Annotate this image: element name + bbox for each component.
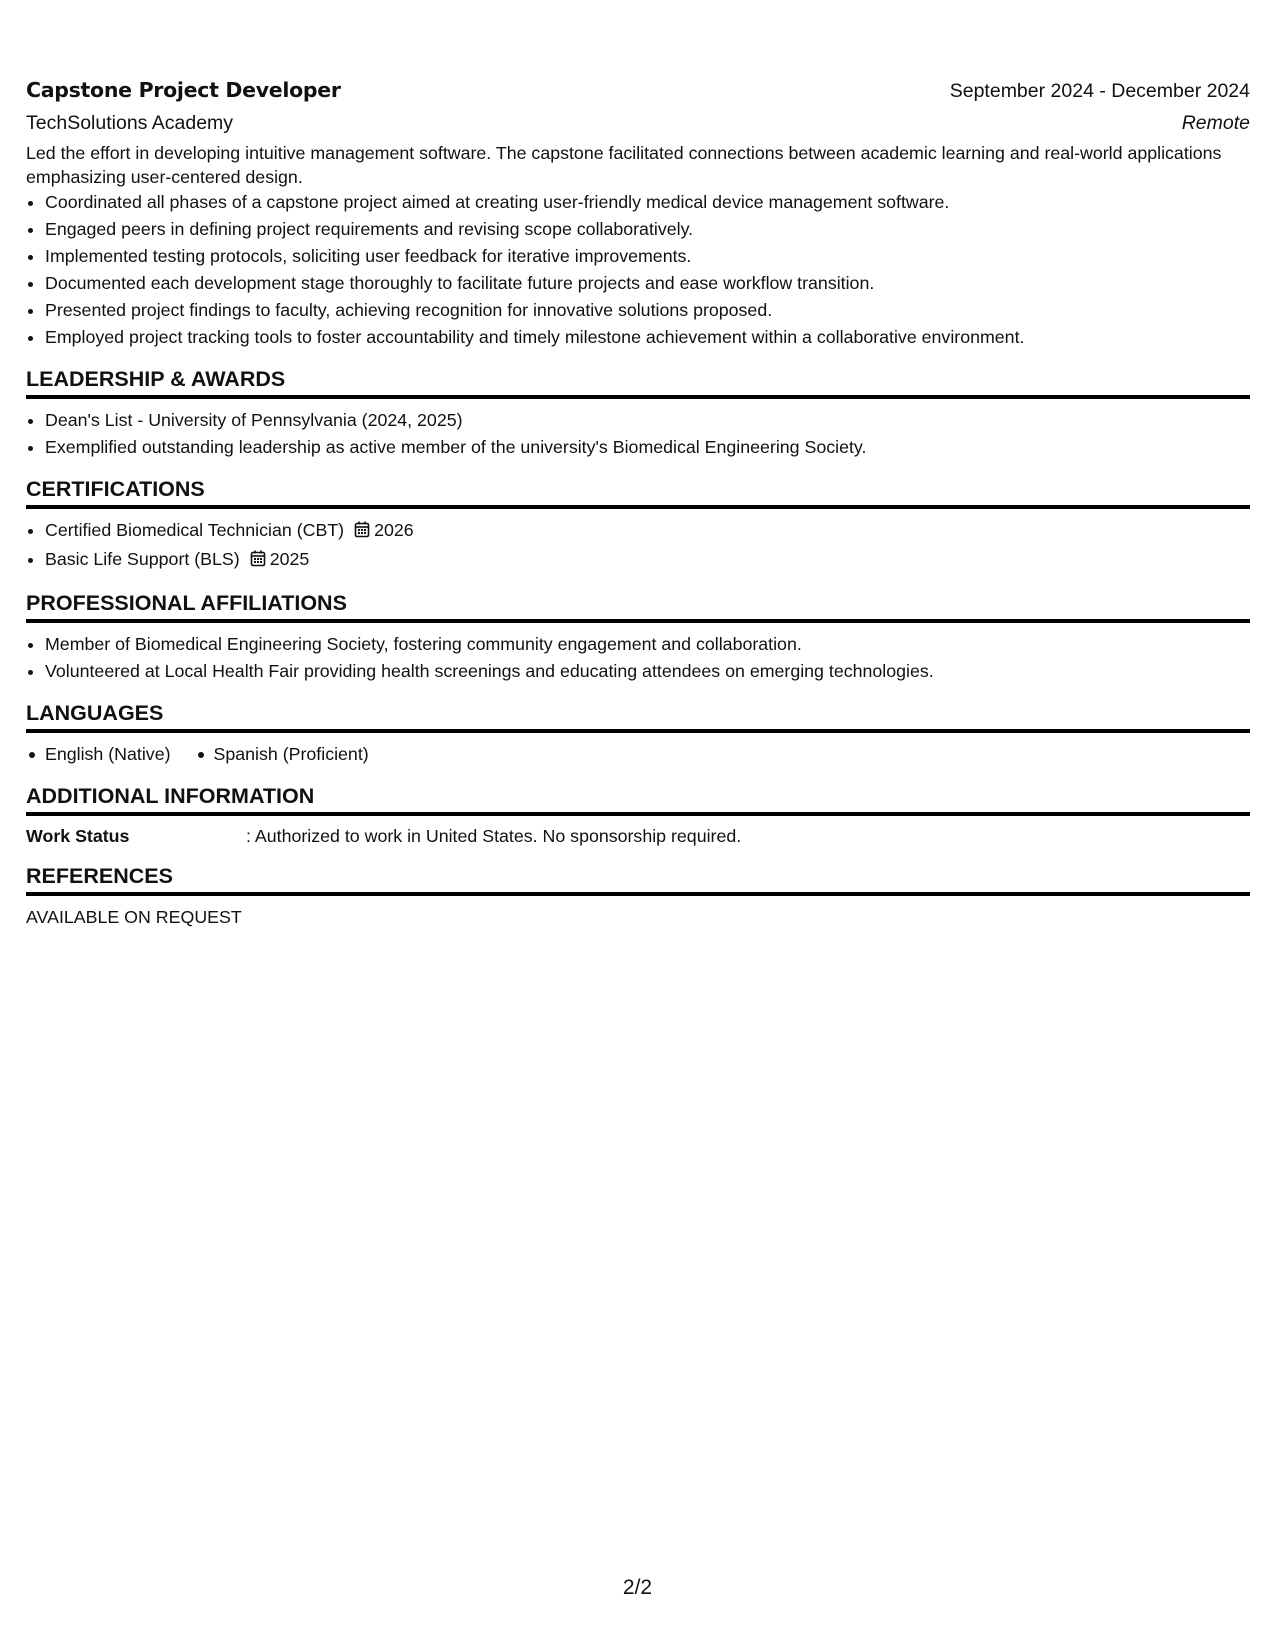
calendar-icon	[250, 548, 266, 575]
work-status-label: Work Status	[26, 826, 130, 846]
section-heading-references: REFERENCES	[26, 863, 1250, 896]
job-bullet: • Implemented testing protocols, soliciting user feedback for iterative improvements.	[45, 243, 1250, 270]
leadership-item: • Exemplified outstanding leadership as active member of the university's Biomedical Engineering Society.	[45, 434, 1250, 461]
job-subheader	[26, 112, 1250, 135]
certifications-list	[26, 517, 1250, 575]
work-status-value: : Authorized to work in United States. No sponsorship required.	[246, 826, 742, 846]
affiliations-section	[26, 590, 1250, 685]
job-header	[26, 78, 1250, 103]
job-location: Remote	[1181, 112, 1250, 134]
leadership-item: • Dean's List - University of Pennsylvania (2024, 2025)	[45, 407, 1250, 434]
references-section	[26, 863, 1250, 930]
certification-item	[45, 546, 1250, 575]
experience-entry	[26, 78, 1250, 351]
leadership-section	[26, 366, 1250, 461]
references-text: AVAILABLE ON REQUEST	[26, 907, 242, 927]
page-number: 2/2	[622, 1576, 653, 1599]
language-item: Spanish (Proficient)	[195, 741, 369, 768]
job-bullet: • Presented project findings to faculty, achieving recognition for innovative solutions proposed.	[45, 297, 1250, 324]
certification-year: 2025	[269, 549, 310, 569]
section-heading-leadership: LEADERSHIP & AWARDS	[26, 366, 1250, 399]
work-status-row	[26, 824, 1250, 848]
section-heading-affiliations: PROFESSIONAL AFFILIATIONS	[26, 590, 1250, 623]
additional-info-section	[26, 783, 1250, 848]
section-heading-additional: ADDITIONAL INFORMATION	[26, 783, 1250, 816]
languages-list	[26, 741, 1250, 768]
resume-page	[26, 78, 1250, 930]
job-title: Capstone Project Developer	[26, 78, 341, 102]
certifications-section	[26, 476, 1250, 575]
job-dates: September 2024 - December 2024	[949, 80, 1250, 102]
language-item: English (Native)	[26, 741, 171, 768]
certification-year: 2026	[374, 520, 414, 540]
certification-item	[45, 517, 1250, 546]
section-heading-certifications: CERTIFICATIONS	[26, 476, 1250, 509]
job-bullet: • Coordinated all phases of a capstone project aimed at creating user-friendly medical device management software.	[45, 189, 1250, 216]
languages-section	[26, 700, 1250, 768]
affiliations-list	[26, 631, 1250, 685]
job-bullet: • Documented each development stage thoroughly to facilitate future projects and ease workflow transition.	[45, 270, 1250, 297]
job-bullet-list	[26, 189, 1250, 351]
calendar-icon	[354, 519, 370, 546]
job-bullet: • Engaged peers in defining project requirements and revising scope collaboratively.	[45, 216, 1250, 243]
job-company: TechSolutions Academy	[26, 112, 234, 134]
job-bullet: • Employed project tracking tools to foster accountability and timely milestone achievement within a collaborative environment.	[45, 324, 1250, 351]
section-heading-languages: LANGUAGES	[26, 700, 1250, 733]
certification-name: Basic Life Support (BLS)	[45, 549, 240, 569]
leadership-list	[26, 407, 1250, 461]
affiliation-item: • Volunteered at Local Health Fair providing health screenings and educating attendees on emerging technologies.	[45, 658, 1250, 685]
affiliation-item: • Member of Biomedical Engineering Society, fostering community engagement and collaboration.	[45, 631, 1250, 658]
certification-name: Certified Biomedical Technician (CBT)	[45, 520, 345, 540]
job-summary: Led the effort in developing intuitive management software. The capstone facilitated connections between academic learning and real-world applications emphasizing user-centered design.	[26, 143, 1222, 187]
